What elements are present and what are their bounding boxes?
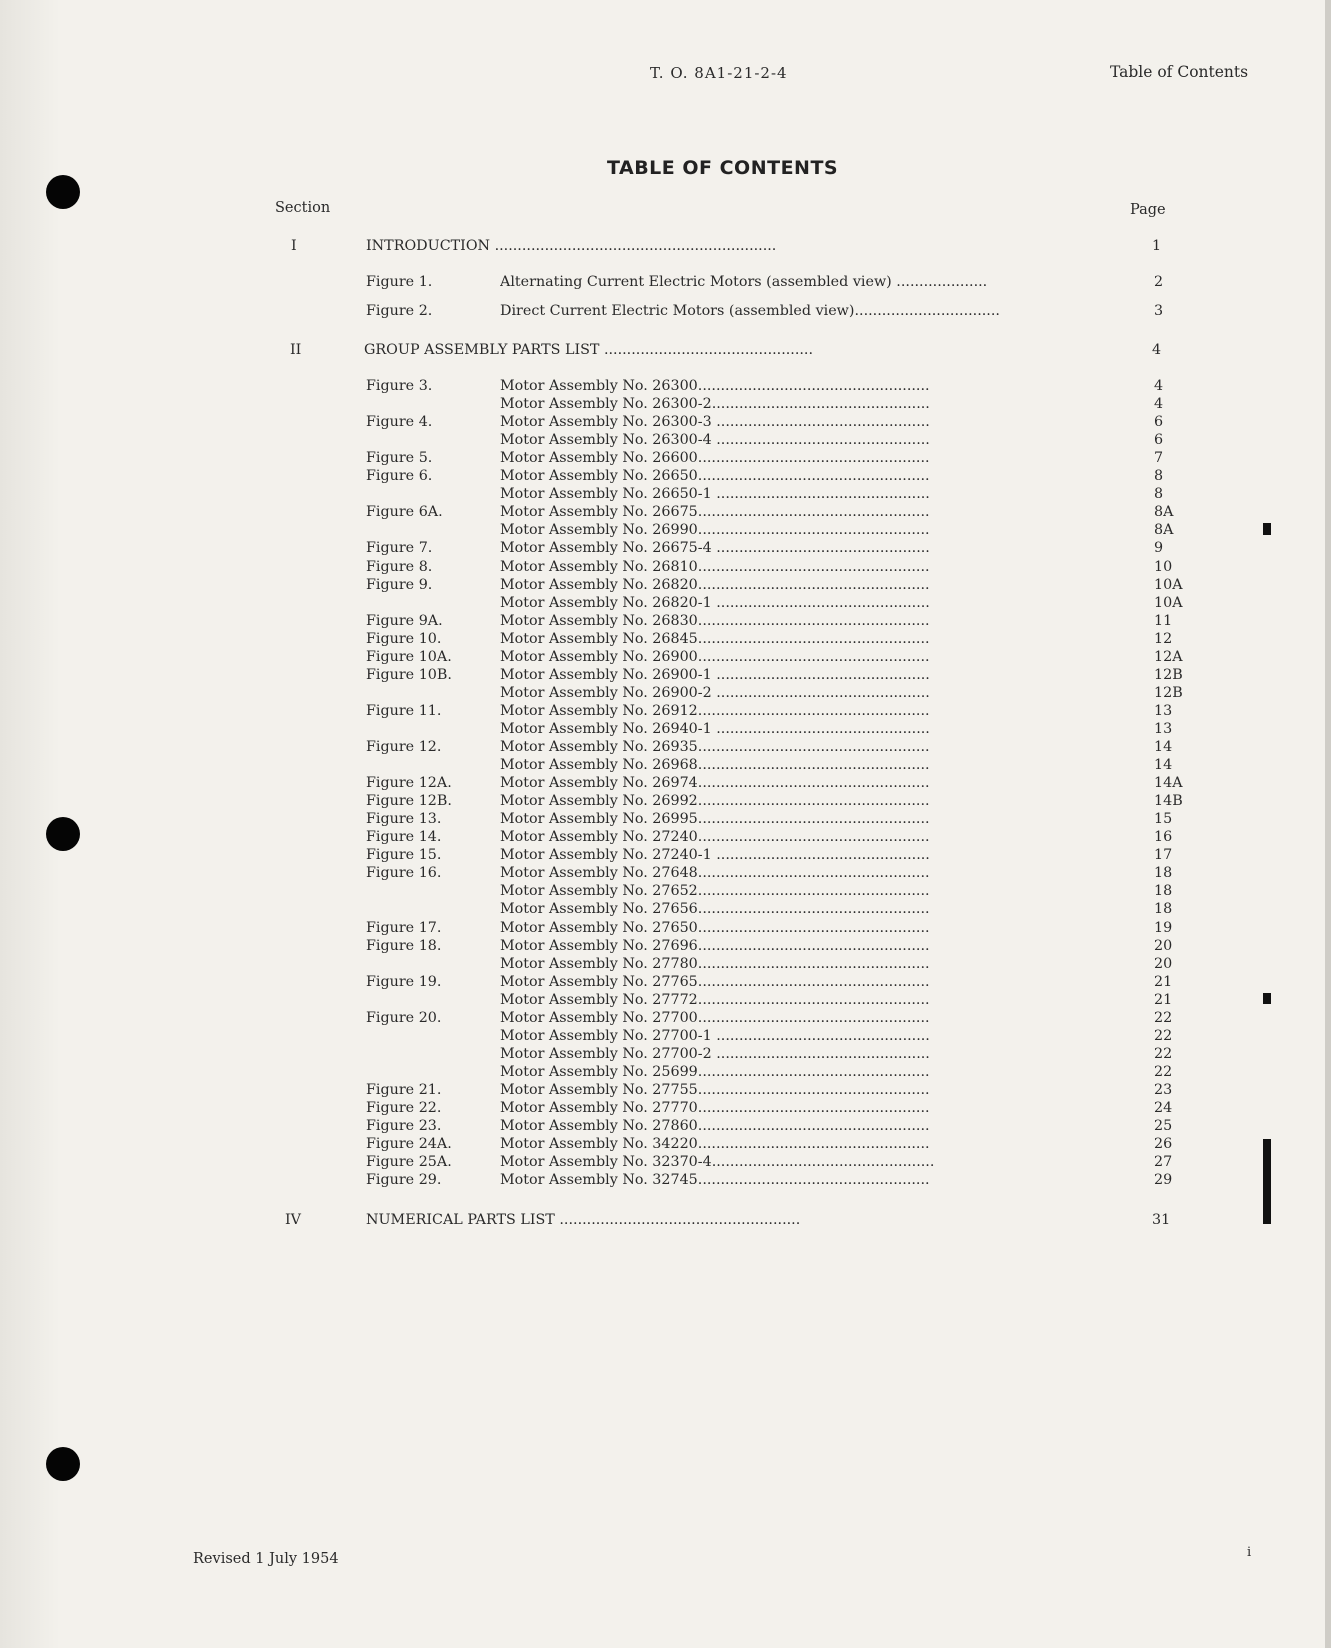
figure-description: Motor Assembly No. 26845...................................................: [500, 630, 930, 647]
figure-page: 6: [1154, 414, 1164, 431]
figure-description: Motor Assembly No. 27656...................................................: [500, 901, 930, 918]
punch-hole-bottom: [46, 1447, 80, 1481]
figure-description: Motor Assembly No. 27700-1 ...............................................: [500, 1027, 930, 1044]
figure-label: Figure 4.: [366, 414, 433, 431]
figure-label: Figure 29.: [366, 1172, 442, 1189]
header-section-label: Table of Contents: [1110, 63, 1249, 81]
figure-page: 21: [1154, 973, 1173, 990]
figure-page: 3: [1154, 303, 1164, 319]
figure-description: Motor Assembly No. 26830...................................................: [500, 612, 930, 629]
figure-description: Motor Assembly No. 26995...................................................: [500, 811, 930, 828]
figure-description: Motor Assembly No. 26968...................................................: [500, 757, 930, 774]
figure-description: Motor Assembly No. 26900...................................................: [500, 648, 930, 665]
figure-page: 10A: [1154, 594, 1183, 611]
section-title: GROUP ASSEMBLY PARTS LIST ..............................................: [364, 342, 814, 358]
toc-section-row[interactable]: [0, 342, 1331, 360]
figure-page: 6: [1154, 432, 1164, 449]
figure-page: 8A: [1154, 522, 1174, 539]
section-title: INTRODUCTION ..............................................................: [366, 238, 777, 254]
figure-page: 4: [1154, 396, 1164, 413]
figure-description: Motor Assembly No. 26650...................................................: [500, 468, 930, 485]
figure-description: Motor Assembly No. 26820-1 ...............................................: [500, 594, 930, 611]
figure-description: Motor Assembly No. 26974...................................................: [500, 775, 930, 792]
figure-page: 18: [1154, 865, 1173, 882]
figure-page: 12B: [1154, 666, 1183, 683]
figure-page: 22: [1154, 1045, 1173, 1062]
figure-label: Figure 10.: [366, 630, 442, 647]
figure-label: Figure 10B.: [366, 666, 452, 683]
figure-page: 14: [1154, 757, 1173, 774]
figure-page: 9: [1154, 540, 1164, 557]
figure-label: Figure 17.: [366, 919, 442, 936]
figure-label: Figure 23.: [366, 1118, 442, 1135]
figure-description: Motor Assembly No. 27650...................................................: [500, 919, 930, 936]
figure-label: Figure 11.: [366, 702, 442, 719]
figure-description: Motor Assembly No. 26300...................................................: [500, 378, 930, 394]
figure-page: 18: [1154, 901, 1173, 918]
section-number: I: [291, 238, 297, 254]
figure-page: 22: [1154, 1027, 1173, 1044]
figure-page: 2: [1154, 274, 1164, 290]
figure-label: Figure 1.: [366, 274, 433, 290]
figure-description: Motor Assembly No. 26675...................................................: [500, 504, 930, 521]
figure-description: Motor Assembly No. 27700...................................................: [500, 1009, 930, 1026]
figure-label: Figure 15.: [366, 847, 442, 864]
revision-bar-mark: [1263, 993, 1271, 1004]
figure-description: Motor Assembly No. 27755...................................................: [500, 1081, 930, 1098]
page-column-header: Page: [1130, 202, 1166, 218]
figure-label: Figure 22.: [366, 1100, 442, 1116]
figure-description: Motor Assembly No. 26600...................................................: [500, 450, 930, 467]
figure-description: Motor Assembly No. 26900-2 ...............................................: [500, 684, 930, 701]
section-page: 31: [1152, 1212, 1171, 1228]
figure-page: 27: [1154, 1154, 1173, 1171]
section-page: 1: [1152, 238, 1162, 254]
figure-label: Figure 3.: [366, 378, 433, 394]
figure-page: 25: [1154, 1118, 1173, 1135]
figure-page: 8: [1154, 468, 1164, 485]
figure-page: 13: [1154, 720, 1173, 737]
figure-description: Motor Assembly No. 26820...................................................: [500, 576, 930, 593]
figure-label: Figure 9A.: [366, 612, 443, 629]
figure-label: Figure 18.: [366, 937, 442, 954]
toc-section-row[interactable]: [0, 1212, 1331, 1230]
figure-label: Figure 8.: [366, 558, 433, 575]
figure-page: 21: [1154, 991, 1173, 1008]
figure-label: Figure 13.: [366, 811, 442, 828]
figure-description: Motor Assembly No. 27772...................................................: [500, 991, 930, 1008]
figure-page: 20: [1154, 937, 1173, 954]
figure-page: 14A: [1154, 775, 1183, 792]
punch-hole-top: [46, 175, 80, 209]
figure-label: Figure 19.: [366, 973, 442, 990]
figure-page: 12A: [1154, 648, 1183, 665]
figure-page: 12B: [1154, 684, 1183, 701]
figure-label: Figure 2.: [366, 303, 433, 319]
figure-label: Figure 12.: [366, 739, 442, 755]
figure-description: Motor Assembly No. 27765...................................................: [500, 973, 930, 990]
figure-description: Motor Assembly No. 27652...................................................: [500, 883, 930, 900]
figure-description: Motor Assembly No. 27240...................................................: [500, 829, 930, 846]
figure-page: 8A: [1154, 504, 1174, 521]
page-title: TABLE OF CONTENTS: [607, 157, 839, 179]
figure-page: 26: [1154, 1136, 1173, 1153]
figure-description: Motor Assembly No. 26990...................................................: [500, 522, 930, 539]
figure-page: 8: [1154, 486, 1164, 503]
figure-page: 20: [1154, 955, 1173, 972]
figure-page: 22: [1154, 1063, 1173, 1080]
figure-label: Figure 9.: [366, 576, 433, 593]
figure-page: 10: [1154, 558, 1173, 575]
figure-description: Direct Current Electric Motors (assembled view)................................: [500, 303, 1000, 319]
figure-description: Motor Assembly No. 26300-4 ...............................................: [500, 432, 930, 449]
section-number: II: [290, 342, 302, 358]
figure-description: Motor Assembly No. 32370-4.................................................: [500, 1154, 935, 1171]
figure-page: 13: [1154, 702, 1173, 719]
figure-page: 17: [1154, 847, 1173, 864]
figure-label: Figure 14.: [366, 829, 442, 846]
figure-description: Motor Assembly No. 26300-3 ...............................................: [500, 414, 930, 431]
figure-description: Motor Assembly No. 32745...................................................: [500, 1172, 930, 1189]
figure-label: Figure 6A.: [366, 504, 443, 521]
figure-label: Figure 16.: [366, 865, 442, 882]
figure-description: Motor Assembly No. 26675-4 ...............................................: [500, 540, 930, 557]
page-number: i: [1247, 1545, 1252, 1560]
figure-page: 22: [1154, 1009, 1173, 1026]
revision-date: Revised 1 July 1954: [193, 1551, 339, 1567]
figure-description: Motor Assembly No. 26300-2................................................: [500, 396, 930, 413]
figure-label: Figure 21.: [366, 1081, 442, 1098]
figure-label: Figure 5.: [366, 450, 433, 467]
figure-label: Figure 25A.: [366, 1154, 452, 1171]
figure-description: Motor Assembly No. 26912...................................................: [500, 702, 930, 719]
figure-description: Motor Assembly No. 27696...................................................: [500, 937, 930, 954]
section-number: IV: [285, 1212, 301, 1228]
figure-label: Figure 6.: [366, 468, 433, 485]
figure-page: 16: [1154, 829, 1173, 846]
figure-page: 29: [1154, 1172, 1173, 1189]
figure-label: Figure 7.: [366, 540, 433, 557]
figure-description: Motor Assembly No. 27780...................................................: [500, 955, 930, 972]
figure-page: 7: [1154, 450, 1164, 467]
technical-order-number: T. O. 8A1-21-2-4: [650, 64, 788, 82]
figure-page: 24: [1154, 1100, 1173, 1116]
figure-description: Motor Assembly No. 26650-1 ...............................................: [500, 486, 930, 503]
section-title: NUMERICAL PARTS LIST .....................................................: [366, 1212, 801, 1228]
toc-section-row[interactable]: [0, 238, 1331, 256]
figure-description: Motor Assembly No. 34220...................................................: [500, 1136, 930, 1153]
figure-description: Motor Assembly No. 27860...................................................: [500, 1118, 930, 1135]
figure-label: Figure 12A.: [366, 775, 452, 792]
figure-page: 14B: [1154, 793, 1183, 810]
figure-page: 10A: [1154, 576, 1183, 593]
figure-description: Motor Assembly No. 25699...................................................: [500, 1063, 930, 1080]
figure-page: 18: [1154, 883, 1173, 900]
figure-page: 15: [1154, 811, 1173, 828]
section-page: 4: [1152, 342, 1162, 358]
figure-label: Figure 24A.: [366, 1136, 452, 1153]
figure-label: Figure 20.: [366, 1009, 442, 1026]
figure-description: Motor Assembly No. 27770...................................................: [500, 1100, 930, 1116]
revision-bar-mark: [1263, 523, 1271, 535]
figure-description: Motor Assembly No. 27700-2 ...............................................: [500, 1045, 930, 1062]
punch-hole-middle: [46, 817, 80, 851]
figure-description: Motor Assembly No. 26935...................................................: [500, 739, 930, 755]
figure-description: Motor Assembly No. 26810...................................................: [500, 558, 930, 575]
figure-description: Motor Assembly No. 27648...................................................: [500, 865, 930, 882]
figure-page: 12: [1154, 630, 1173, 647]
figure-description: Motor Assembly No. 27240-1 ...............................................: [500, 847, 930, 864]
figure-page: 14: [1154, 739, 1173, 755]
section-column-header: Section: [275, 200, 331, 216]
figure-page: 19: [1154, 919, 1173, 936]
figure-label: Figure 12B.: [366, 793, 452, 810]
figure-label: Figure 10A.: [366, 648, 452, 665]
figure-page: 4: [1154, 378, 1164, 394]
figure-description: Alternating Current Electric Motors (assembled view) ....................: [500, 274, 988, 290]
figure-page: 11: [1154, 612, 1173, 629]
figure-description: Motor Assembly No. 26940-1 ...............................................: [500, 720, 930, 737]
figure-description: Motor Assembly No. 26992...................................................: [500, 793, 930, 810]
figure-description: Motor Assembly No. 26900-1 ...............................................: [500, 666, 930, 683]
figure-page: 23: [1154, 1081, 1173, 1098]
